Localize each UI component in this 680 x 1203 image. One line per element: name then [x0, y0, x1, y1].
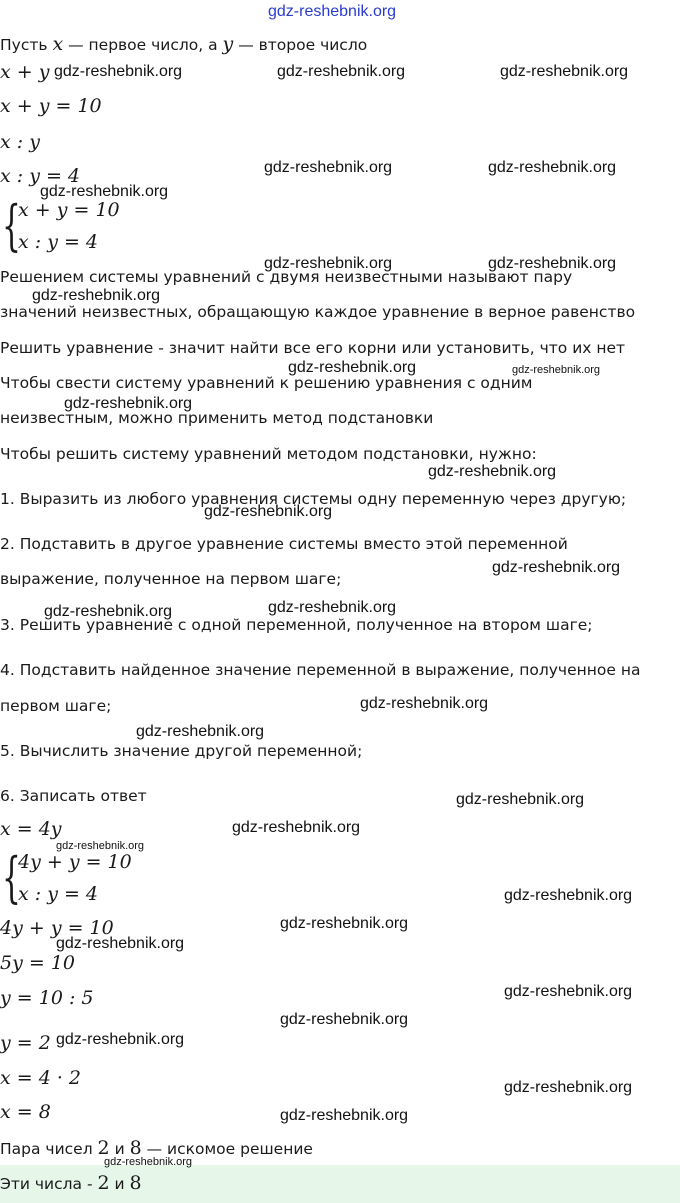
- theory-line: Чтобы свести систему уравнений к решению уравнения с одним: [0, 374, 533, 392]
- answer-line: [0, 1172, 142, 1195]
- watermark[interactable]: gdz-reshebnik.org: [56, 840, 145, 852]
- solution-step: 4y + y = 10: [0, 917, 114, 939]
- formula-sum: x + y: [0, 61, 50, 83]
- conclusion-text-3: — искомое решение: [141, 1140, 313, 1158]
- watermark[interactable]: gdz-reshebnik.org: [232, 819, 361, 836]
- theory-line: Решить уравнение - значит найти все его корни или установить, что их нет: [0, 339, 626, 357]
- solution-step: x = 8: [0, 1101, 51, 1123]
- theory-line: Чтобы решить систему уравнений методом подстановки, нужно:: [0, 445, 537, 463]
- watermark[interactable]: gdz-reshebnik.org: [64, 395, 193, 412]
- system-1-eq-1: x + y = 10: [18, 199, 120, 221]
- intro-text-2: — первое число, а: [63, 36, 223, 54]
- answer-text-2: и: [109, 1175, 130, 1193]
- solution-step: y = 2: [0, 1032, 51, 1054]
- watermark[interactable]: gdz-reshebnik.org: [488, 255, 617, 272]
- watermark[interactable]: gdz-reshebnik.org: [54, 63, 183, 80]
- watermark[interactable]: gdz-reshebnik.org: [456, 791, 585, 808]
- intro-text-1: Пусть: [0, 36, 53, 54]
- watermark[interactable]: gdz-reshebnik.org: [288, 359, 417, 376]
- conclusion-number-2: 8: [129, 1137, 142, 1159]
- watermark[interactable]: gdz-reshebnik.org: [504, 983, 633, 1000]
- watermark[interactable]: gdz-reshebnik.org: [360, 695, 489, 712]
- theory-line: значений неизвестных, обращающую каждое уравнение в верное равенство: [0, 303, 636, 321]
- watermark[interactable]: gdz-reshebnik.org: [428, 463, 557, 480]
- step-3: 3. Решить уравнение с одной переменной, полученное на втором шаге;: [0, 616, 593, 634]
- watermark[interactable]: gdz-reshebnik.org: [492, 559, 621, 576]
- watermark[interactable]: gdz-reshebnik.org: [500, 63, 629, 80]
- watermark[interactable]: gdz-reshebnik.org: [504, 1079, 633, 1096]
- var-x: x: [52, 33, 64, 55]
- watermark[interactable]: gdz-reshebnik.org: [204, 503, 333, 520]
- step-4: 4. Подставить найденное значение переменной в выражение, полученное на: [0, 661, 641, 679]
- watermark[interactable]: gdz-reshebnik.org: [277, 63, 406, 80]
- watermark[interactable]: gdz-reshebnik.org: [488, 159, 617, 176]
- watermark[interactable]: gdz-reshebnik.org: [56, 1031, 185, 1048]
- answer-number-2: 8: [129, 1172, 142, 1194]
- system-1-eq-2: x : y = 4: [18, 231, 99, 253]
- watermark[interactable]: gdz-reshebnik.org: [280, 1011, 409, 1028]
- conclusion-text-1: Пара чисел: [0, 1140, 98, 1158]
- step-2: 2. Подставить в другое уравнение системы вместо этой переменной: [0, 535, 568, 553]
- solution-step: y = 10 : 5: [0, 987, 94, 1009]
- step-5: 5. Вычислить значение другой переменной;: [0, 742, 363, 760]
- theory-line: неизвестным, можно применить метод подстановки: [0, 409, 434, 427]
- conclusion-text-2: и: [109, 1140, 130, 1158]
- watermark[interactable]: gdz-reshebnik.org: [104, 1156, 193, 1168]
- formula-ratio-eq: x : y = 4: [0, 165, 81, 187]
- watermark[interactable]: gdz-reshebnik.org: [504, 887, 633, 904]
- watermark-top[interactable]: gdz-reshebnik.org: [268, 3, 397, 20]
- watermark[interactable]: gdz-reshebnik.org: [136, 723, 265, 740]
- step-1: 1. Выразить из любого уравнения системы одну переменную через другую;: [0, 490, 627, 508]
- system-2-eq-1: 4y + y = 10: [18, 851, 132, 873]
- system-2-eq-2: x : y = 4: [18, 883, 99, 905]
- system-1-brace: {: [2, 194, 21, 257]
- watermark[interactable]: gdz-reshebnik.org: [56, 935, 185, 952]
- conclusion-number-1: 2: [97, 1137, 110, 1159]
- solution-step: x = 4 · 2: [0, 1067, 82, 1089]
- watermark[interactable]: gdz-reshebnik.org: [32, 287, 161, 304]
- answer-text-1: Эти числа -: [0, 1175, 98, 1193]
- watermark[interactable]: gdz-reshebnik.org: [512, 364, 601, 376]
- watermark[interactable]: gdz-reshebnik.org: [264, 159, 393, 176]
- formula-sum-eq: x + y = 10: [0, 95, 102, 117]
- var-y: y: [222, 33, 234, 55]
- step-6: 6. Записать ответ: [0, 787, 147, 805]
- watermark[interactable]: gdz-reshebnik.org: [280, 1107, 409, 1124]
- watermark[interactable]: gdz-reshebnik.org: [268, 599, 397, 616]
- formula-ratio: x : y: [0, 131, 40, 153]
- system-2-brace: {: [2, 846, 21, 909]
- answer-number-1: 2: [97, 1172, 110, 1194]
- watermark[interactable]: gdz-reshebnik.org: [280, 915, 409, 932]
- step-2-cont: выражение, полученное на первом шаге;: [0, 570, 342, 588]
- step-4-cont: первом шаге;: [0, 697, 112, 715]
- solution-step: 5y = 10: [0, 952, 75, 974]
- watermark[interactable]: gdz-reshebnik.org: [40, 183, 169, 200]
- solution-x-expr: x = 4y: [0, 818, 62, 840]
- intro-text-3: — второе число: [233, 36, 368, 54]
- watermark[interactable]: gdz-reshebnik.org: [44, 603, 173, 620]
- watermark[interactable]: gdz-reshebnik.org: [264, 255, 393, 272]
- intro-line: [0, 33, 367, 56]
- theory-line: Решением системы уравнений с двумя неизвестными называют пару: [0, 268, 573, 286]
